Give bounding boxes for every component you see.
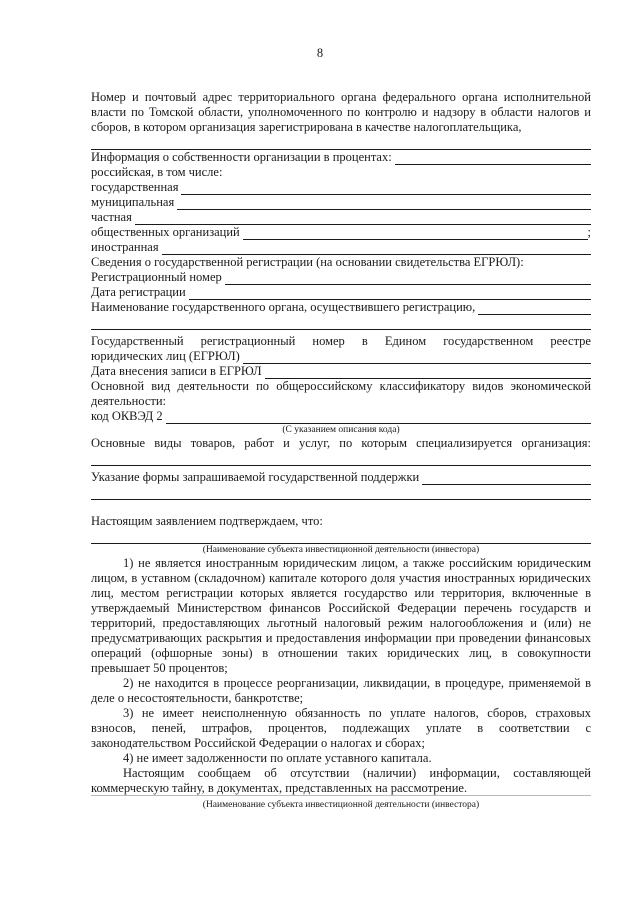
page-number: 8 [316, 46, 324, 60]
support-row [91, 470, 591, 485]
reg-number-row [91, 270, 591, 285]
state-row [91, 180, 591, 195]
main-activity-line2: деятельности: [91, 394, 167, 408]
reg-date-field[interactable] [189, 288, 591, 300]
reg-date-row [91, 285, 591, 300]
authority-label: Наименование государственного органа, осуществившего регистрацию, [91, 300, 476, 314]
authority-field-cont[interactable] [91, 315, 591, 330]
support-field-cont[interactable] [91, 485, 591, 500]
public-orgs-field[interactable] [243, 228, 588, 240]
municipal-label: муниципальная [91, 195, 175, 209]
okved-field[interactable] [166, 412, 591, 424]
trade-secret-text: Настоящим сообщаем об отсутствии (наличии) информации, составляющей коммерческую тайну, в документах, представленных на рассмотрение. [91, 766, 591, 795]
egrul-line2: юридических лиц (ЕГРЮЛ) [91, 349, 240, 363]
public-orgs-row [91, 225, 591, 240]
goods-field[interactable] [91, 451, 591, 466]
russian-label: российская, в том числе: [91, 165, 223, 179]
public-orgs-end: ; [587, 225, 591, 239]
private-field[interactable] [135, 213, 591, 225]
reg-number-field[interactable] [225, 273, 591, 285]
municipal-field[interactable] [177, 198, 591, 210]
authority-row [91, 300, 591, 315]
main-activity-line1: Основной вид деятельности по общероссийскому классификатору видов экономической [91, 379, 591, 393]
private-label: частная [91, 210, 132, 224]
state-field[interactable] [181, 183, 591, 195]
foreign-label: иностранная [91, 240, 159, 254]
confirm-heading-row [91, 514, 591, 529]
okved-row [91, 409, 591, 424]
item-3: 3) не имеет неисполненную обязанность по уплате налогов, сборов, страховых взносов, пеней, штрафов, процентов, подлежащих уплате в соответствии с законодательством Российской Федерации о налогах и сборах; [91, 706, 591, 750]
support-label: Указание формы запрашиваемой государственной поддержки [91, 470, 420, 484]
foreign-row [91, 240, 591, 255]
form-body [91, 90, 591, 796]
reg-date-label: Дата регистрации [91, 285, 186, 299]
main-activity-line2-row [91, 394, 591, 409]
support-field[interactable] [422, 473, 591, 485]
egrul-line1: Государственный регистрационный номер в Едином государственном реестре [91, 334, 591, 348]
private-row [91, 210, 591, 225]
foreign-field[interactable] [162, 243, 591, 255]
ownership-row [91, 150, 591, 165]
investor-signature-line[interactable] [91, 795, 591, 796]
registration-heading: Сведения о государственной регистрации (на основании свидетельства ЕГРЮЛ): [91, 255, 524, 269]
item-2: 2) не находится в процессе реорганизации, ликвидации, в процедуре, применяемой в деле о несостоятельности, банкротстве; [91, 676, 591, 705]
confirm-heading: Настоящим заявлением подтверждаем, что: [91, 514, 323, 528]
reg-number-label: Регистрационный номер [91, 270, 222, 284]
russian-row [91, 165, 591, 180]
authority-field[interactable] [478, 303, 591, 315]
egrul-number-field[interactable] [243, 352, 591, 364]
item-4: 4) не имеет задолженности по оплате уставного капитала. [123, 751, 432, 765]
egrul-date-field[interactable] [265, 367, 591, 379]
item-1: 1) не является иностранным юридическим лицом, а также российским юридическим лицом, в уставном (складочном) капитале которого доля участия иностранных юридических лиц, местом регистрации которых является государство или территория, включенные в утверждаемый Министерством финансов Российской Федерации перечень государств и территорий, предоставляющих льготный налоговый режим налогообложения и (или) не предусматривающих раскрытия и предоставления информации при проведении финансовых операций (офшорные зоны) в отношении таких юридических лиц, в совокупности превышает 50 процентов; [91, 556, 591, 675]
egrul-date-label: Дата внесения записи в ЕГРЮЛ [91, 364, 262, 378]
goods-label: Основные виды товаров, работ и услуг, по которым специализируется организация: [91, 436, 591, 450]
okved-caption: (С указанием описания кода) [282, 425, 400, 435]
egrul-date-row [91, 364, 591, 379]
investor-name-field[interactable] [91, 529, 591, 544]
intro-text: Номер и почтовый адрес территориального органа федерального органа исполнительной власти по Томской области, уполномоченного по контролю и надзору в области налогов и сборов, в котором организация зарегистрирована в качестве налогоплательщика, [91, 90, 591, 134]
investor-caption-bottom: (Наименование субъекта инвестиционной деятельности (инвестора) [202, 800, 480, 810]
investor-caption-top: (Наименование субъекта инвестиционной деятельности (инвестора) [202, 545, 480, 555]
public-orgs-label: общественных организаций [91, 225, 240, 239]
egrul-number-row [91, 349, 591, 364]
registration-heading-row [91, 255, 591, 270]
ownership-label: Информация о собственности организации в процентах: [91, 150, 392, 164]
municipal-row [91, 195, 591, 210]
ownership-field[interactable] [395, 153, 591, 165]
state-label: государственная [91, 180, 179, 194]
tax-authority-field[interactable] [91, 135, 591, 150]
okved-label: код ОКВЭД 2 [91, 409, 163, 423]
